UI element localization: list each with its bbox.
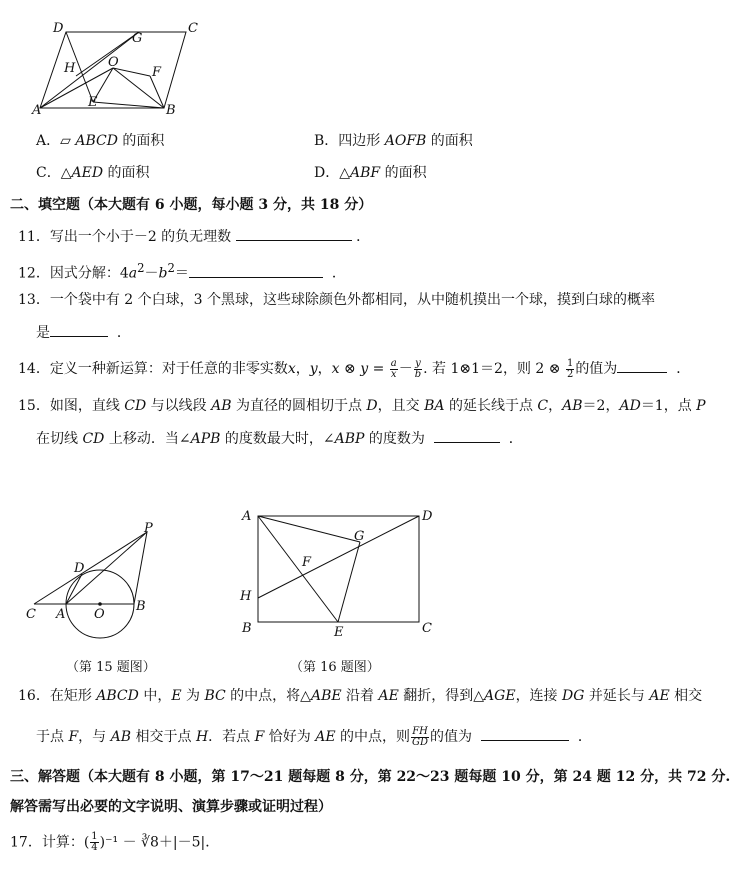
label-D: D (53, 21, 64, 36)
fig16-label-B: B (242, 621, 252, 636)
parallelogram-figure (28, 18, 198, 118)
fig16-label-G: G (354, 529, 365, 544)
answer-blank-15 (434, 428, 500, 443)
fig15-label-B: B (136, 599, 146, 614)
fig16-label-E: E (334, 625, 344, 640)
option-d: D．△ABF 的面积 (314, 165, 427, 181)
answer-blank-13 (50, 322, 108, 337)
fig16-label-F: F (302, 555, 312, 570)
question-13-line-2: 是 ． (36, 322, 131, 343)
figure-15 (22, 518, 172, 628)
fig15-label-A: A (56, 607, 66, 622)
question-16-line-2: 于点 F，与 AB 相交于点 H．若点 F 恰好为 AE 的中点，则 $\frac{FH}{GD}$ 的值为 ． (36, 725, 592, 748)
fig15-label-C: C (26, 607, 36, 622)
answer-blank-11 (236, 226, 352, 241)
section-3-heading-line-1: 三、解答题（本大题有 8 小题，第 17～21 题每题 8 分，第 22～23 题每题 10 分，第 24 题 12 分，共 72 分. (10, 769, 730, 785)
question-15-line-2: 在切线 CD 上移动．当∠APB 的度数最大时，∠ABP 的度数为 ． (36, 428, 523, 449)
label-O: O (108, 55, 119, 70)
question-11: 11．写出一个小于－2 的负无理数 ． (18, 226, 370, 247)
option-a: A．▱ ABCD 的面积 (36, 133, 165, 149)
fig15-label-P: P (144, 521, 153, 536)
question-12: 12．因式分解：$4a^2-b^2=$ ． (18, 261, 346, 282)
label-E: E (88, 95, 98, 110)
label-F: F (152, 65, 162, 80)
fig16-label-C: C (422, 621, 432, 636)
answer-blank-14 (617, 358, 667, 373)
question-17: 17．计算：( $\frac{1}{4}$ )⁻¹ － ∛8＋|－5|． (10, 831, 220, 853)
figure-15-caption: （第 15 题图） (66, 660, 156, 675)
label-H: H (64, 61, 76, 76)
fig15-label-D: D (74, 561, 85, 576)
section-2-heading: 二、填空题（本大题有 6 小题，每小题 3 分，共 18 分） (10, 197, 373, 213)
label-A: A (32, 103, 42, 118)
question-13-line-1: 13．一个袋中有 2 个白球，3 个黑球，这些球除颜色外都相同，从中随机摸出一个球，摸到白球的概率 (18, 292, 655, 308)
figure-16 (234, 504, 444, 644)
question-15-line-1: 15．如图，直线 CD 与以线段 AB 为直径的圆相切于点 D，且交 BA 的延长线于点 C，AB＝2，AD＝1，点 P (18, 398, 706, 414)
fig15-label-O: O (94, 607, 105, 622)
fig16-label-D: D (422, 509, 433, 524)
figure-16-caption: （第 16 题图） (290, 660, 380, 675)
question-16-line-1: 16．在矩形 ABCD 中，E 为 BC 的中点，将△ABE 沿着 AE 翻折，得到△AGE，连接 DG 并延长与 AE 相交 (18, 688, 703, 704)
option-b: B．四边形 AOFB 的面积 (314, 133, 473, 149)
option-c: C．△AED 的面积 (36, 165, 150, 181)
answer-blank-16 (481, 726, 569, 741)
label-G: G (132, 31, 143, 46)
label-C: C (188, 21, 198, 36)
fig16-label-A: A (242, 509, 252, 524)
label-B: B (166, 103, 176, 118)
answer-blank-12 (189, 263, 323, 278)
fig16-label-H: H (240, 589, 252, 604)
section-3-heading-line-2: 解答需写出必要的文字说明、演算步骤或证明过程） (10, 799, 332, 815)
question-14: 14．定义一种新运算：对于任意的非零实数x，y，x ⊗ y = $\frac{a}{x}$ － $\frac{y}{b}$ . 若 1⊗1＝2，则 2 ⊗ $\frac{1}{2}$ 的值为 ． (18, 357, 691, 380)
